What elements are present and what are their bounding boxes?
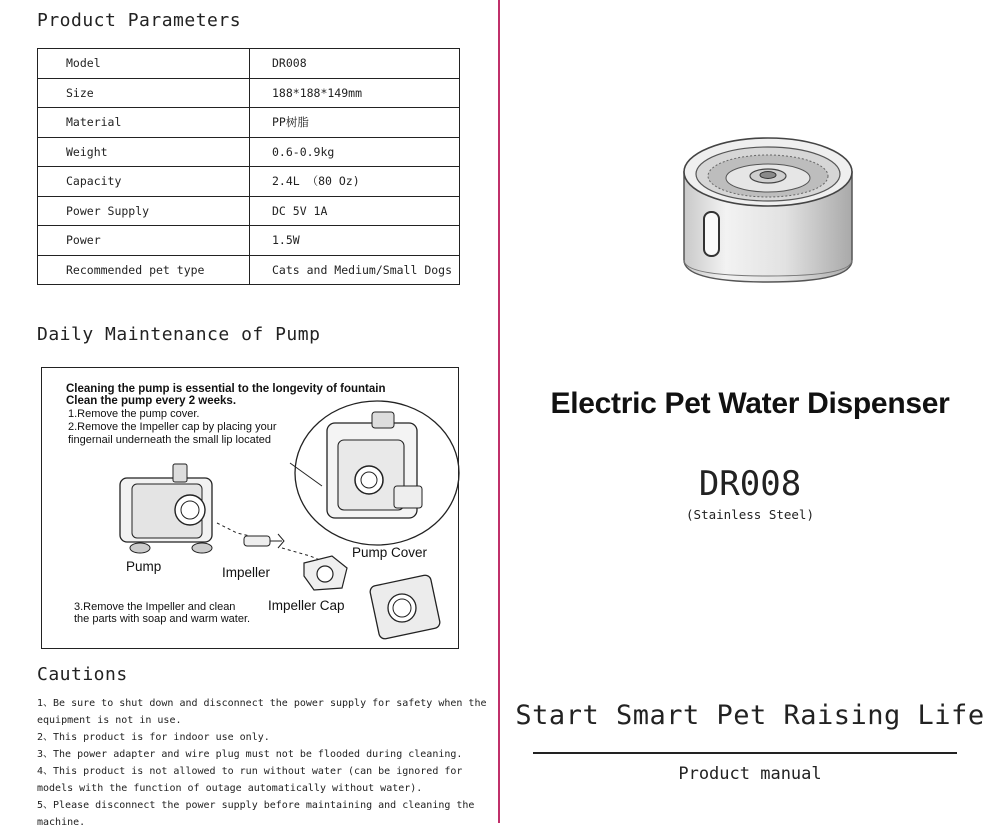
divider bbox=[533, 752, 957, 754]
model-number: DR008 bbox=[698, 464, 802, 504]
pump-cover-label: Pump Cover bbox=[352, 545, 428, 560]
table-row bbox=[38, 137, 460, 167]
param-label: Material bbox=[38, 108, 250, 138]
param-value: DC 5V 1A bbox=[250, 196, 460, 226]
parameters-table bbox=[37, 48, 460, 285]
right-page bbox=[500, 0, 1000, 823]
maintenance-title-line1: Cleaning the pump is essential to the longevity of fountain bbox=[66, 383, 386, 395]
param-label: Power Supply bbox=[38, 196, 250, 226]
param-label: Model bbox=[38, 49, 250, 79]
param-value: 2.4L （80 Oz) bbox=[250, 167, 460, 197]
impeller-cap-part bbox=[304, 556, 347, 590]
table-row bbox=[38, 167, 460, 197]
caution-item: 3、The power adapter and wire plug must not be flooded during cleaning. bbox=[37, 749, 463, 760]
maintenance-step3-line1: 3.Remove the Impeller and clean bbox=[74, 601, 236, 613]
maintenance-step2-line1: 2.Remove the Impeller cap by placing your bbox=[68, 421, 277, 433]
param-label: Capacity bbox=[38, 167, 250, 197]
cautions-list bbox=[37, 695, 492, 831]
table-row bbox=[38, 49, 460, 79]
product-title: Electric Pet Water Dispenser bbox=[550, 387, 950, 420]
caution-item: 1、Be sure to shut down and disconnect the power supply for safety when the equipment is not in use. bbox=[37, 698, 487, 726]
model-material: (Stainless Steel) bbox=[686, 507, 814, 522]
dispenser-illustration bbox=[668, 120, 868, 290]
param-label: Power bbox=[38, 226, 250, 256]
caution-item: 5、Please disconnect the power supply before maintaining and cleaning the machine. bbox=[37, 800, 475, 828]
slogan: Start Smart Pet Raising Life bbox=[515, 700, 985, 731]
pump-body bbox=[120, 464, 212, 553]
table-row bbox=[38, 196, 460, 226]
pump-label: Pump bbox=[126, 559, 162, 574]
param-value: 0.6-0.9kg bbox=[250, 137, 460, 167]
left-page bbox=[0, 0, 497, 828]
pump-cover-part bbox=[369, 574, 441, 640]
maintenance-step3-line2: the parts with soap and warm water. bbox=[74, 613, 251, 625]
param-value: 188*188*149mm bbox=[250, 78, 460, 108]
param-value: DR008 bbox=[250, 49, 460, 79]
table-row bbox=[38, 108, 460, 138]
impeller-label: Impeller bbox=[222, 565, 271, 580]
param-value: Cats and Medium/Small Dogs bbox=[250, 255, 460, 285]
maintenance-heading: Daily Maintenance of Pump bbox=[37, 324, 321, 345]
impeller-cap-label: Impeller Cap bbox=[268, 598, 345, 613]
caution-item: 4、This product is not allowed to run without water (can be ignored for models with the function of outage automatically without water). bbox=[37, 766, 463, 794]
impeller-part bbox=[244, 534, 284, 548]
maintenance-title-line2: Clean the pump every 2 weeks. bbox=[66, 395, 237, 407]
param-label: Size bbox=[38, 78, 250, 108]
table-row bbox=[38, 255, 460, 285]
table-row bbox=[38, 78, 460, 108]
table-row bbox=[38, 226, 460, 256]
cautions-heading: Cautions bbox=[37, 664, 128, 685]
maintenance-diagram bbox=[41, 367, 459, 649]
magnified-pump-circle bbox=[290, 401, 459, 545]
param-label: Recommended pet type bbox=[38, 255, 250, 285]
maintenance-step2-line2: fingernail underneath the small lip located bbox=[68, 434, 272, 446]
param-label: Weight bbox=[38, 137, 250, 167]
maintenance-step1: 1.Remove the pump cover. bbox=[68, 408, 200, 420]
document-type: Product manual bbox=[678, 764, 822, 784]
param-value: 1.5W bbox=[250, 226, 460, 256]
caution-item: 2、This product is for indoor use only. bbox=[37, 732, 270, 743]
param-value: PP树脂 bbox=[250, 108, 460, 138]
parameters-heading: Product Parameters bbox=[37, 10, 242, 31]
